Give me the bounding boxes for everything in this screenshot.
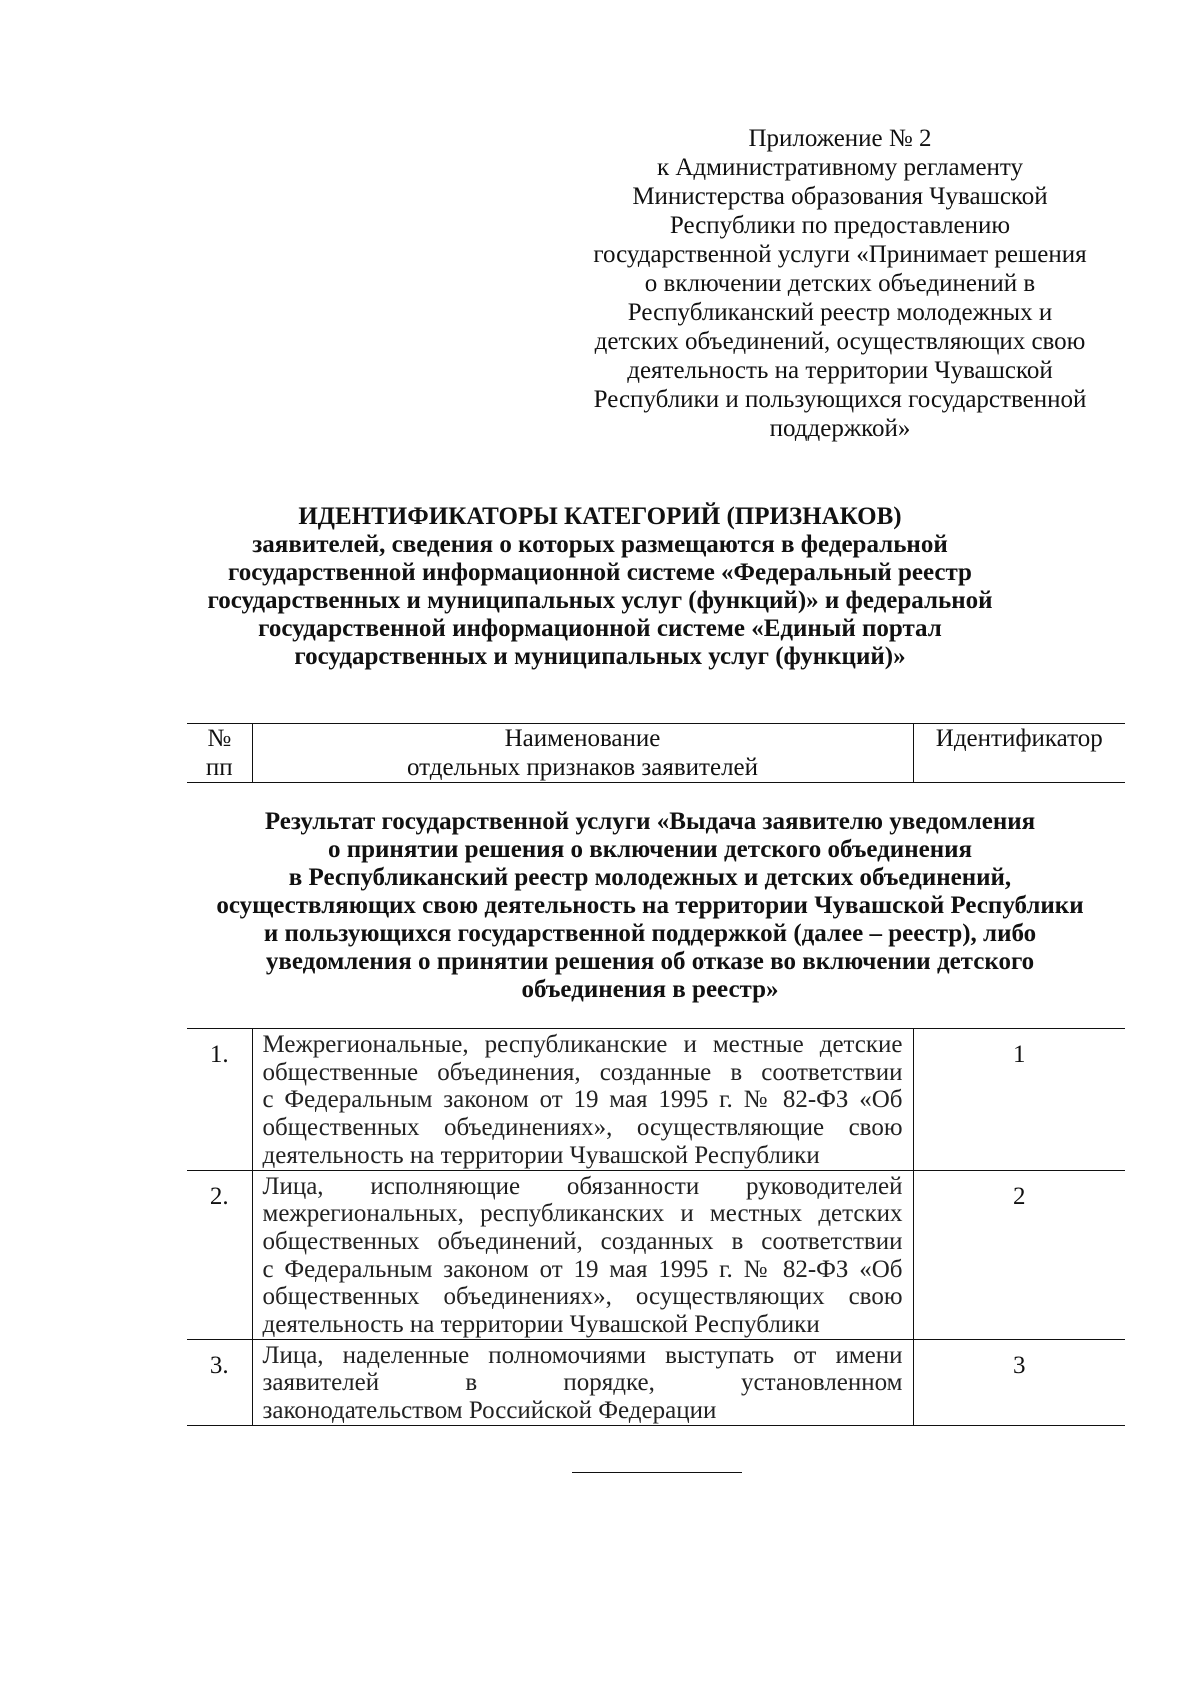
row-description: [252, 1339, 913, 1425]
header-name-line: отдельных признаков заявителей: [406, 754, 759, 781]
section-line: и пользующихся государственной поддержкой (далее – реестр), либо: [263, 920, 1037, 947]
description-line: общественных объединений, созданных в соответствии: [262, 1227, 903, 1255]
identifiers-table-header: [187, 723, 1125, 783]
appendix-header: [560, 124, 1120, 443]
section-title: [180, 808, 1120, 1004]
row-identifier: 3: [913, 1339, 1125, 1425]
header-num-cell: [187, 724, 252, 783]
appendix-line: Приложение № 2: [748, 125, 932, 152]
row-identifier: 1: [913, 1029, 1125, 1171]
section-line: в Республиканский реестр молодежных и детских объединений,: [288, 864, 1012, 891]
appendix-line: Республики по предоставлению: [669, 212, 1011, 239]
section-line: о принятии решения о включении детского объединения: [327, 836, 973, 863]
closing-rule: [572, 1472, 742, 1473]
description-line: Лица, исполняющие обязанности руководителей: [262, 1172, 903, 1200]
appendix-line: детских объединений, осуществляющих свою: [594, 328, 1086, 355]
section-line: уведомления о принятии решения об отказе во включении детского: [265, 948, 1035, 975]
table-row: [187, 1339, 1125, 1425]
description-line: заявителей в порядке, установленном: [262, 1369, 903, 1397]
description-line: Лица, наделенные полномочиями выступать от имени: [262, 1341, 903, 1369]
table-header-row: [187, 724, 1125, 783]
appendix-line: поддержкой»: [769, 415, 911, 442]
description-line: общественных объединениях», осуществляющих свою: [262, 1283, 903, 1311]
section-line: объединения в реестр»: [521, 976, 779, 1003]
appendix-line: Министерства образования Чувашской: [632, 183, 1048, 210]
appendix-line: деятельность на территории Чувашской: [627, 357, 1053, 384]
title-line: государственной информационной системе «Единый портал: [258, 615, 942, 642]
row-identifier: 2: [913, 1170, 1125, 1339]
description-line: деятельность на территории Чувашской Республики: [262, 1311, 820, 1339]
header-num-line: пп: [205, 754, 233, 781]
header-identifier-label: Идентификатор: [935, 725, 1103, 752]
description-line: межрегиональных, республиканских и местных детских: [262, 1200, 903, 1228]
header-name-cell: [252, 724, 913, 783]
description-line: деятельность на территории Чувашской Республики: [262, 1141, 820, 1169]
description-line: законодательством Российской Федерации: [262, 1397, 717, 1425]
description-line: с Федеральным законом от 19 мая 1995 г. № 82-ФЗ «Об: [262, 1255, 903, 1283]
title-line: ИДЕНТИФИКАТОРЫ КАТЕГОРИЙ (ПРИЗНАКОВ): [298, 503, 902, 530]
appendix-line: Республиканский реестр молодежных и: [627, 299, 1053, 326]
appendix-line: к Административному регламенту: [656, 154, 1024, 181]
title-line: государственной информационной системе «Федеральный реестр: [228, 559, 972, 586]
row-description: [252, 1170, 913, 1339]
header-num-line: №: [207, 725, 232, 752]
title-line: государственных и муниципальных услуг (функций)»: [294, 643, 906, 670]
description-line: общественных объединениях», осуществляющие свою: [262, 1114, 903, 1142]
section-line: Результат государственной услуги «Выдача заявителю уведомления: [264, 808, 1036, 835]
row-number: 2.: [187, 1170, 252, 1339]
title-line: заявителей, сведения о которых размещаются в федеральной: [252, 531, 948, 558]
description-line: с Федеральным законом от 19 мая 1995 г. № 82-ФЗ «Об: [262, 1086, 903, 1114]
document-title: [180, 503, 1020, 671]
description-line: общественные объединения, созданные в соответствии: [262, 1058, 903, 1086]
header-name-line: Наименование: [504, 725, 661, 752]
description-line: Межрегиональные, республиканские и местные детские: [262, 1031, 903, 1058]
table-row: [187, 1029, 1125, 1171]
row-description: [252, 1029, 913, 1171]
title-line: государственных и муниципальных услуг (функций)» и федеральной: [207, 587, 993, 614]
header-identifier-cell: [913, 724, 1125, 783]
appendix-line: Республики и пользующихся государственной: [593, 386, 1087, 413]
appendix-line: государственной услуги «Принимает решения: [593, 241, 1087, 268]
section-line: осуществляющих свою деятельность на территории Чувашской Республики: [216, 892, 1084, 919]
row-number: 1.: [187, 1029, 252, 1171]
appendix-line: о включении детских объединений в: [644, 270, 1036, 297]
row-number: 3.: [187, 1339, 252, 1425]
table-row: [187, 1170, 1125, 1339]
identifiers-table: [187, 1028, 1125, 1426]
